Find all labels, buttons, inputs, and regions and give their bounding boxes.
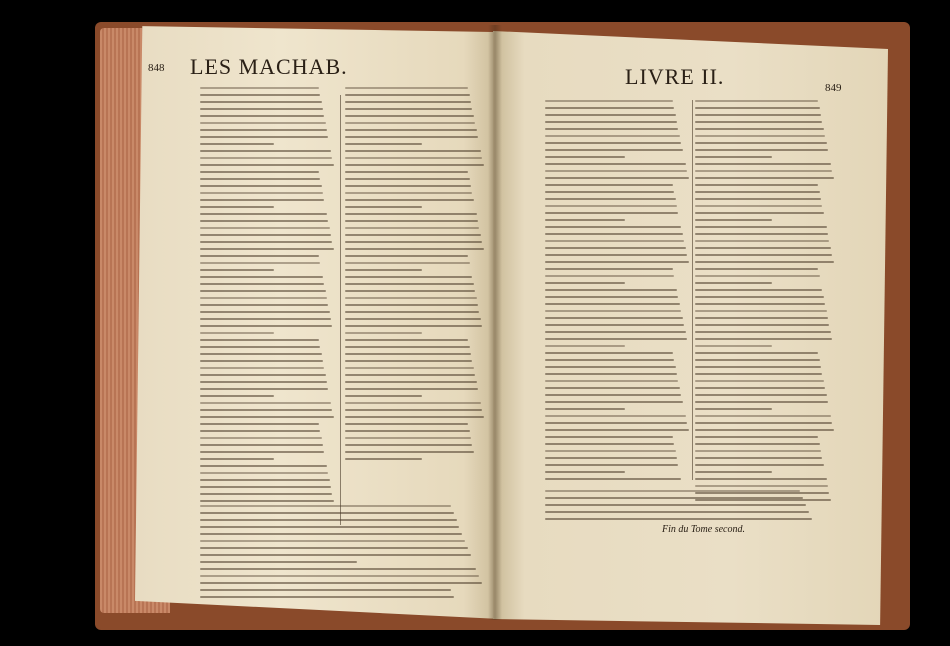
text-line [345, 339, 468, 341]
text-line [695, 142, 827, 144]
text-line [545, 366, 676, 368]
text-line [695, 212, 824, 214]
text-line [200, 360, 323, 362]
text-line [200, 164, 334, 166]
text-line [200, 115, 324, 117]
text-line [345, 122, 475, 124]
text-line [200, 241, 332, 243]
text-line [695, 408, 772, 410]
text-line [545, 296, 678, 298]
text-line [695, 401, 828, 403]
text-line [345, 458, 422, 460]
text-line [345, 325, 482, 327]
text-line [545, 387, 680, 389]
text-line [545, 198, 676, 200]
text-line [200, 318, 331, 320]
text-line [345, 346, 470, 348]
text-line [200, 339, 319, 341]
text-line [545, 282, 625, 284]
text-line [345, 143, 422, 145]
text-line [345, 164, 484, 166]
text-line [345, 101, 471, 103]
text-line [695, 373, 822, 375]
text-line [345, 199, 474, 201]
text-line [200, 283, 324, 285]
text-line [545, 380, 678, 382]
right-page-notes [545, 485, 835, 525]
text-line [695, 317, 828, 319]
right-page-french-column [695, 95, 835, 505]
text-line [200, 185, 322, 187]
text-line [200, 416, 334, 418]
text-line [695, 366, 821, 368]
text-line [200, 409, 332, 411]
text-line [695, 156, 772, 158]
text-line [200, 395, 274, 397]
text-line [200, 108, 323, 110]
text-line [345, 115, 474, 117]
text-line [345, 381, 477, 383]
text-line [545, 497, 803, 499]
text-line [695, 394, 827, 396]
text-line [200, 582, 482, 584]
text-line [545, 135, 680, 137]
text-line [345, 94, 470, 96]
text-line [345, 129, 477, 131]
text-line [695, 289, 822, 291]
text-line [695, 471, 772, 473]
text-line [545, 310, 681, 312]
text-line [200, 374, 326, 376]
text-line [200, 519, 457, 521]
text-line [200, 596, 454, 598]
text-line [695, 296, 824, 298]
text-line [345, 374, 475, 376]
text-line [695, 107, 820, 109]
text-line [200, 101, 322, 103]
text-line [345, 234, 481, 236]
text-line [695, 268, 818, 270]
text-line [345, 150, 481, 152]
text-line [545, 275, 674, 277]
text-line [695, 135, 825, 137]
text-line [695, 275, 820, 277]
text-line [345, 290, 475, 292]
text-line [545, 177, 689, 179]
text-line [545, 429, 689, 431]
text-line [695, 121, 822, 123]
text-line [345, 402, 481, 404]
text-line [200, 437, 322, 439]
text-line [545, 303, 680, 305]
text-line [200, 512, 454, 514]
text-line [545, 261, 689, 263]
text-line [200, 213, 327, 215]
text-line [345, 409, 482, 411]
text-line [200, 465, 327, 467]
text-line [200, 526, 459, 528]
text-line [200, 589, 451, 591]
text-line [200, 423, 319, 425]
text-line [545, 205, 677, 207]
text-line [200, 262, 320, 264]
left-page-notes [200, 500, 485, 600]
text-line [545, 289, 677, 291]
text-line [545, 408, 625, 410]
text-line [545, 184, 673, 186]
text-line [345, 297, 477, 299]
text-line [695, 324, 829, 326]
text-line [695, 457, 822, 459]
text-line [695, 191, 820, 193]
text-line [200, 192, 323, 194]
text-line [695, 205, 822, 207]
text-line [200, 129, 327, 131]
text-line [545, 247, 686, 249]
text-line [345, 311, 479, 313]
left-column-rule [340, 95, 341, 525]
text-line [345, 241, 482, 243]
text-line [345, 108, 472, 110]
text-line [695, 387, 825, 389]
text-line [200, 479, 330, 481]
text-line [545, 504, 806, 506]
text-line [200, 255, 319, 257]
text-line [200, 325, 332, 327]
text-line [200, 332, 274, 334]
text-line [545, 128, 678, 130]
text-line [345, 227, 479, 229]
text-line [200, 150, 331, 152]
text-line [545, 511, 809, 513]
text-line [345, 185, 471, 187]
text-line [345, 87, 468, 89]
text-line [345, 430, 470, 432]
text-line [200, 94, 320, 96]
text-line [345, 262, 470, 264]
text-line [345, 136, 478, 138]
text-line [200, 381, 327, 383]
text-line [545, 443, 674, 445]
text-line [695, 352, 818, 354]
text-line [545, 331, 686, 333]
text-line [200, 451, 324, 453]
text-line [345, 206, 422, 208]
text-line [345, 332, 422, 334]
text-line [545, 436, 673, 438]
text-line [200, 346, 320, 348]
text-line [695, 114, 821, 116]
text-line [695, 170, 832, 172]
text-line [345, 192, 472, 194]
text-line [345, 423, 468, 425]
text-line [545, 478, 681, 480]
text-line [545, 149, 683, 151]
text-line [545, 212, 678, 214]
text-line [200, 171, 319, 173]
text-line [345, 416, 484, 418]
text-line [345, 269, 422, 271]
text-line [545, 121, 677, 123]
text-line [345, 283, 474, 285]
text-line [200, 87, 319, 89]
text-line [200, 269, 274, 271]
text-line [345, 171, 468, 173]
text-line [545, 345, 625, 347]
text-line [200, 533, 462, 535]
text-line [695, 219, 772, 221]
text-line [545, 240, 684, 242]
text-line [545, 163, 686, 165]
text-line [200, 472, 328, 474]
text-line [200, 554, 471, 556]
text-line [695, 338, 832, 340]
text-line [545, 191, 674, 193]
text-line [200, 199, 324, 201]
text-line [695, 233, 828, 235]
left-page-french-column [200, 82, 335, 502]
text-line [200, 388, 328, 390]
text-line [200, 458, 274, 460]
text-line [695, 247, 831, 249]
text-line [345, 213, 477, 215]
text-line [345, 157, 482, 159]
right-page-number: 849 [825, 82, 842, 94]
text-line [545, 254, 687, 256]
text-line [200, 178, 320, 180]
text-line [545, 100, 673, 102]
text-line [200, 547, 468, 549]
text-line [200, 575, 479, 577]
text-line [345, 388, 478, 390]
text-line [345, 248, 484, 250]
text-line [545, 401, 683, 403]
text-line [545, 490, 800, 492]
text-line [545, 422, 687, 424]
text-line [345, 318, 481, 320]
text-line [200, 353, 322, 355]
text-line [545, 170, 687, 172]
text-line [345, 451, 474, 453]
text-line [200, 122, 326, 124]
text-line [200, 561, 357, 563]
text-line [695, 331, 831, 333]
text-line [545, 450, 676, 452]
text-line [200, 234, 331, 236]
text-line [545, 107, 674, 109]
text-line [695, 303, 825, 305]
text-line [545, 114, 676, 116]
text-line [200, 290, 326, 292]
text-line [545, 464, 678, 466]
text-line [345, 255, 468, 257]
text-line [695, 345, 772, 347]
text-line [545, 219, 625, 221]
text-line [200, 367, 324, 369]
text-line [200, 444, 323, 446]
text-line [345, 444, 472, 446]
text-line [345, 367, 474, 369]
text-line [345, 276, 472, 278]
text-line [545, 226, 681, 228]
text-line [545, 324, 684, 326]
text-line [345, 353, 471, 355]
text-line [200, 248, 334, 250]
text-line [695, 415, 831, 417]
text-line [545, 317, 683, 319]
text-line [695, 422, 832, 424]
text-line [200, 311, 330, 313]
text-line [200, 568, 476, 570]
text-line [200, 157, 332, 159]
right-running-title: LIVRE II. [625, 64, 725, 89]
text-line [200, 402, 331, 404]
right-column-rule [692, 100, 693, 480]
text-line [695, 282, 772, 284]
text-line [545, 373, 677, 375]
text-line [695, 149, 828, 151]
book-gutter [488, 25, 502, 620]
end-of-volume-note: Fin du Tome second. [662, 524, 745, 535]
text-line [200, 297, 327, 299]
text-line [345, 360, 472, 362]
text-line [200, 227, 330, 229]
text-line [345, 395, 422, 397]
text-line [200, 540, 465, 542]
text-line [695, 359, 820, 361]
text-line [545, 471, 625, 473]
text-line [695, 198, 821, 200]
text-line [200, 206, 274, 208]
text-line [345, 220, 478, 222]
text-line [345, 178, 470, 180]
text-line [695, 226, 827, 228]
text-line [200, 136, 328, 138]
text-line [695, 478, 827, 480]
left-page-latin-column [345, 82, 485, 462]
text-line [200, 505, 451, 507]
text-line [545, 156, 625, 158]
text-line [695, 100, 818, 102]
text-line [695, 464, 824, 466]
right-page-latin-column [545, 95, 690, 485]
text-line [200, 304, 328, 306]
text-line [695, 240, 829, 242]
text-line [695, 436, 818, 438]
text-line [695, 443, 820, 445]
text-line [695, 429, 834, 431]
text-line [545, 518, 812, 520]
text-line [545, 233, 683, 235]
text-line [545, 268, 673, 270]
text-line [695, 128, 824, 130]
text-line [200, 143, 274, 145]
text-line [345, 304, 478, 306]
text-line [695, 380, 824, 382]
text-line [545, 352, 673, 354]
text-line [695, 163, 831, 165]
text-line [200, 276, 323, 278]
text-line [695, 177, 834, 179]
text-line [200, 493, 332, 495]
text-line [695, 184, 818, 186]
left-running-title: LES MACHAB. [190, 54, 348, 79]
text-line [200, 430, 320, 432]
text-line [695, 310, 827, 312]
text-line [200, 220, 328, 222]
text-line [345, 437, 471, 439]
text-line [695, 261, 834, 263]
text-line [545, 338, 687, 340]
text-line [695, 254, 832, 256]
text-line [545, 394, 681, 396]
left-page-number: 848 [148, 62, 165, 74]
text-line [545, 457, 677, 459]
text-line [545, 415, 686, 417]
text-line [545, 359, 674, 361]
text-line [695, 450, 821, 452]
text-line [200, 486, 331, 488]
text-line [545, 142, 681, 144]
